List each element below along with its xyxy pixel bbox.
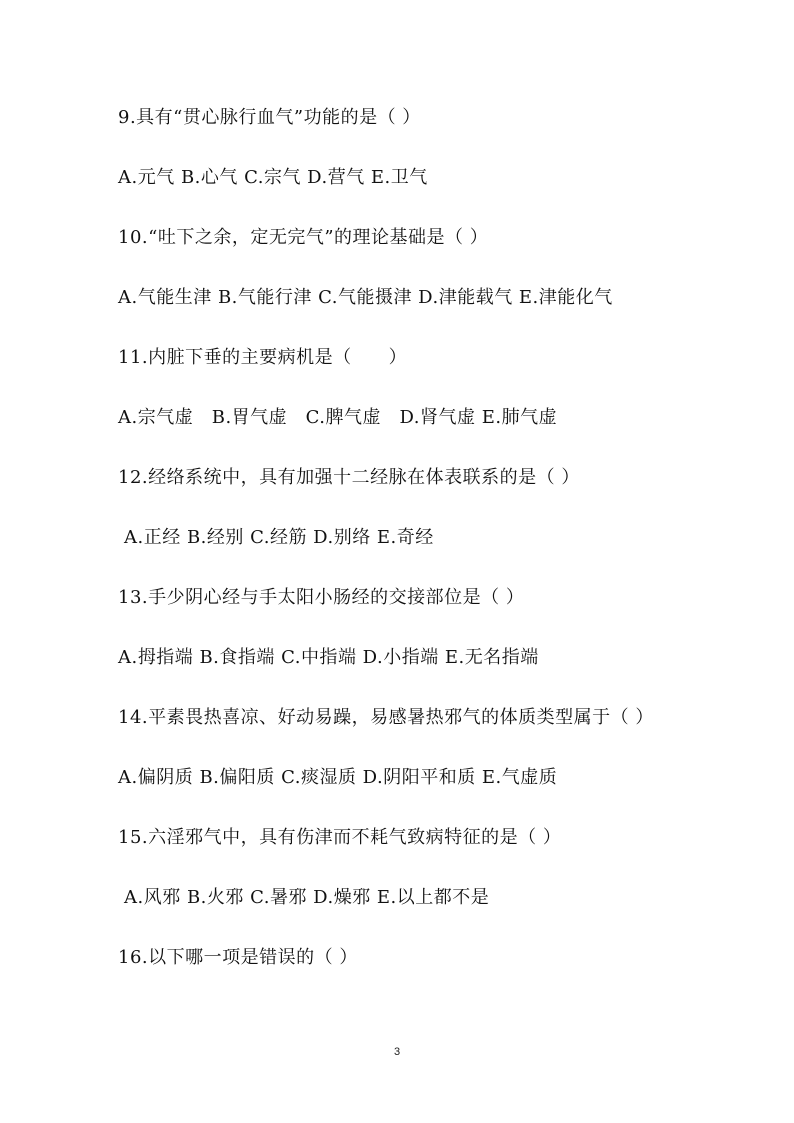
question-options-15: A.风邪 B.火邪 C.暑邪 D.燥邪 E.以上都不是	[124, 887, 490, 908]
question-options-14: A.偏阴质 B.偏阳质 C.痰湿质 D.阴阳平和质 E.气虚质	[118, 767, 558, 788]
question-options-9: A.元气 B.心气 C.宗气 D.营气 E.卫气	[118, 167, 428, 188]
question-stem-9: 9.具有“贯心脉行血气”功能的是（ ）	[118, 107, 421, 128]
page-number: 3	[393, 1046, 401, 1058]
question-stem-14: 14.平素畏热喜凉、好动易躁，易感暑热邪气的体质类型属于（ ）	[118, 707, 654, 728]
question-stem-12: 12.经络系统中，具有加强十二经脉在体表联系的是（ ）	[118, 467, 580, 488]
question-stem-15: 15.六淫邪气中，具有伤津而不耗气致病特征的是（ ）	[118, 827, 562, 848]
question-stem-16: 16.以下哪一项是错误的（ ）	[118, 947, 358, 968]
question-options-12: A.正经 B.经别 C.经筋 D.别络 E.奇经	[124, 527, 434, 548]
question-options-13: A.拇指端 B.食指端 C.中指端 D.小指端 E.无名指端	[118, 647, 539, 668]
question-stem-10: 10.“吐下之余，定无完气”的理论基础是（ ）	[118, 227, 489, 248]
question-stem-13: 13.手少阴心经与手太阳小肠经的交接部位是（ ）	[118, 587, 525, 608]
question-options-11: A.宗气虚 B.胃气虚 C.脾气虚 D.肾气虚 E.肺气虚	[118, 407, 558, 428]
question-options-10: A.气能生津 B.气能行津 C.气能摄津 D.津能载气 E.津能化气	[118, 287, 613, 308]
question-stem-11: 11.内脏下垂的主要病机是（ ）	[118, 347, 408, 368]
